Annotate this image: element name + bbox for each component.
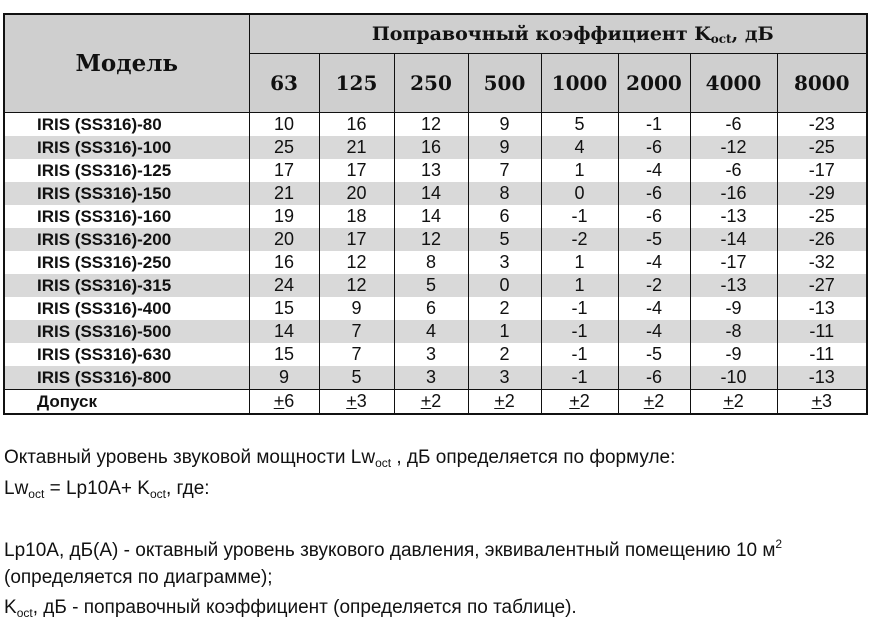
- tolerance-value: 3: [356, 391, 367, 411]
- table-row: [4, 343, 867, 366]
- tolerance-row: [4, 390, 867, 415]
- tolerance-value: 2: [579, 391, 590, 411]
- table-row: [4, 205, 867, 228]
- value-cell: -11: [777, 320, 867, 343]
- value-cell: 1: [541, 274, 618, 297]
- value-cell: -17: [690, 251, 777, 274]
- value-cell: 16: [249, 251, 319, 274]
- frequency-header: 1000: [541, 54, 618, 113]
- note-line-4: (определяется по диаграмме);: [4, 567, 273, 588]
- value-cell: 6: [468, 205, 541, 228]
- value-cell: -6: [618, 205, 690, 228]
- value-cell: 12: [319, 274, 394, 297]
- table-row: [4, 251, 867, 274]
- value-cell: 14: [394, 205, 468, 228]
- value-cell: -27: [777, 274, 867, 297]
- plus-minus-sign: +: [494, 391, 505, 411]
- tolerance-cell: [249, 390, 319, 415]
- tolerance-value: 6: [284, 391, 295, 411]
- frequency-header: 63: [249, 54, 319, 113]
- value-cell: -4: [618, 251, 690, 274]
- value-cell: -8: [690, 320, 777, 343]
- note-text: , дБ определяется по формуле:: [391, 447, 676, 468]
- value-cell: 3: [394, 366, 468, 390]
- value-cell: 25: [249, 136, 319, 159]
- note-line-1: [4, 447, 675, 470]
- value-cell: -9: [690, 297, 777, 320]
- model-name-cell: IRIS (SS316)-100: [4, 136, 249, 159]
- tolerance-value: 3: [822, 391, 833, 411]
- value-cell: -4: [618, 297, 690, 320]
- value-cell: -6: [618, 182, 690, 205]
- value-cell: -25: [777, 205, 867, 228]
- value-cell: -12: [690, 136, 777, 159]
- value-cell: 5: [394, 274, 468, 297]
- value-cell: -1: [541, 297, 618, 320]
- table-title-main: Поправочный коэффициент K: [371, 22, 711, 45]
- tolerance-value: 2: [733, 391, 744, 411]
- value-cell: 1: [468, 320, 541, 343]
- plus-minus-sign: +: [723, 391, 734, 411]
- note-subscript: oct: [28, 487, 45, 501]
- value-cell: -5: [618, 343, 690, 366]
- tolerance-cell: [777, 390, 867, 415]
- value-cell: 8: [468, 182, 541, 205]
- table-row: [4, 113, 867, 137]
- frequency-header: 2000: [618, 54, 690, 113]
- value-cell: -13: [690, 274, 777, 297]
- value-cell: 3: [468, 251, 541, 274]
- plus-minus-sign: +: [811, 391, 823, 411]
- model-name-cell: IRIS (SS316)-160: [4, 205, 249, 228]
- value-cell: 14: [394, 182, 468, 205]
- note-text: , где:: [165, 478, 210, 499]
- value-cell: -2: [618, 274, 690, 297]
- note-line-5: [4, 597, 577, 620]
- plus-minus-sign: +: [569, 391, 580, 411]
- tolerance-value: 2: [654, 391, 665, 411]
- value-cell: -6: [690, 159, 777, 182]
- value-cell: -6: [618, 136, 690, 159]
- value-cell: -5: [618, 228, 690, 251]
- value-cell: -16: [690, 182, 777, 205]
- value-cell: -4: [618, 320, 690, 343]
- frequency-header: 125: [319, 54, 394, 113]
- note-text: K: [4, 597, 17, 618]
- value-cell: 21: [319, 136, 394, 159]
- value-cell: -1: [541, 205, 618, 228]
- plus-minus-sign: +: [420, 391, 432, 411]
- note-text: Lp10A, дБ(А) - октавный уровень звукового давления, эквивалентный помещению 10 м: [4, 540, 776, 561]
- value-cell: -10: [690, 366, 777, 390]
- value-cell: -13: [690, 205, 777, 228]
- table-row: [4, 159, 867, 182]
- value-cell: 6: [394, 297, 468, 320]
- value-cell: 20: [319, 182, 394, 205]
- note-line-3: [4, 537, 782, 562]
- tolerance-cell: [319, 390, 394, 415]
- value-cell: 15: [249, 297, 319, 320]
- value-cell: 8: [394, 251, 468, 274]
- value-cell: 2: [468, 297, 541, 320]
- note-subscript: oct: [375, 456, 392, 470]
- value-cell: 18: [319, 205, 394, 228]
- value-cell: 3: [468, 366, 541, 390]
- value-cell: 3: [394, 343, 468, 366]
- value-cell: 13: [394, 159, 468, 182]
- table-row: [4, 274, 867, 297]
- value-cell: 17: [319, 228, 394, 251]
- model-name-cell: IRIS (SS316)-400: [4, 297, 249, 320]
- value-cell: -32: [777, 251, 867, 274]
- value-cell: 9: [468, 113, 541, 137]
- tolerance-cell: [468, 390, 541, 415]
- table-row: [4, 320, 867, 343]
- value-cell: -6: [690, 113, 777, 137]
- value-cell: -17: [777, 159, 867, 182]
- model-name-cell: IRIS (SS316)-80: [4, 113, 249, 137]
- frequency-header: 4000: [690, 54, 777, 113]
- tolerance-value: 2: [431, 391, 442, 411]
- frequency-header: 8000: [777, 54, 867, 113]
- value-cell: 9: [249, 366, 319, 390]
- value-cell: 21: [249, 182, 319, 205]
- tolerance-label: Допуск: [4, 390, 249, 415]
- value-cell: 19: [249, 205, 319, 228]
- value-cell: -9: [690, 343, 777, 366]
- value-cell: 16: [394, 136, 468, 159]
- value-cell: -1: [541, 320, 618, 343]
- value-cell: -13: [777, 366, 867, 390]
- table-title-sub: oct: [710, 31, 732, 46]
- value-cell: 20: [249, 228, 319, 251]
- value-cell: -2: [541, 228, 618, 251]
- table-body: [4, 113, 867, 415]
- value-cell: 0: [468, 274, 541, 297]
- note-subscript: oct: [149, 487, 166, 501]
- plus-minus-sign: +: [346, 391, 357, 411]
- value-cell: 7: [319, 320, 394, 343]
- note-text: Lw: [4, 478, 29, 499]
- model-name-cell: IRIS (SS316)-315: [4, 274, 249, 297]
- value-cell: -13: [777, 297, 867, 320]
- note-text: , дБ - поправочный коэффициент (определяется по таблице).: [32, 597, 577, 618]
- value-cell: 9: [319, 297, 394, 320]
- value-cell: 14: [249, 320, 319, 343]
- model-name-cell: IRIS (SS316)-150: [4, 182, 249, 205]
- frequency-header: 250: [394, 54, 468, 113]
- value-cell: 4: [541, 136, 618, 159]
- value-cell: 12: [319, 251, 394, 274]
- tolerance-value: 2: [504, 391, 515, 411]
- value-cell: -14: [690, 228, 777, 251]
- note-text: = Lp10A+ K: [44, 478, 150, 499]
- value-cell: -4: [618, 159, 690, 182]
- value-cell: -1: [541, 343, 618, 366]
- model-name-cell: IRIS (SS316)-200: [4, 228, 249, 251]
- table-title-unit: , дБ: [731, 22, 774, 45]
- table-row: [4, 366, 867, 390]
- value-cell: 17: [249, 159, 319, 182]
- value-cell: -1: [541, 366, 618, 390]
- value-cell: 2: [468, 343, 541, 366]
- value-cell: -11: [777, 343, 867, 366]
- value-cell: 7: [468, 159, 541, 182]
- value-cell: 7: [319, 343, 394, 366]
- value-cell: -1: [618, 113, 690, 137]
- model-name-cell: IRIS (SS316)-500: [4, 320, 249, 343]
- value-cell: 1: [541, 251, 618, 274]
- value-cell: 4: [394, 320, 468, 343]
- value-cell: 12: [394, 228, 468, 251]
- tolerance-cell: [690, 390, 777, 415]
- value-cell: -25: [777, 136, 867, 159]
- note-text: Октавный уровень звуковой мощности Lw: [4, 447, 376, 468]
- value-cell: 16: [319, 113, 394, 137]
- model-name-cell: IRIS (SS316)-125: [4, 159, 249, 182]
- value-cell: 1: [541, 159, 618, 182]
- plus-minus-sign: +: [643, 391, 655, 411]
- plus-minus-sign: +: [273, 391, 285, 411]
- table-row: [4, 228, 867, 251]
- model-name-cell: IRIS (SS316)-630: [4, 343, 249, 366]
- table-row: [4, 182, 867, 205]
- value-cell: 5: [541, 113, 618, 137]
- note-formula: [4, 478, 210, 501]
- value-cell: 5: [319, 366, 394, 390]
- model-header: Модель: [4, 14, 249, 113]
- frequency-header: 500: [468, 54, 541, 113]
- value-cell: 5: [468, 228, 541, 251]
- model-name-cell: IRIS (SS316)-250: [4, 251, 249, 274]
- value-cell: -6: [618, 366, 690, 390]
- correction-coefficient-table: [3, 13, 868, 415]
- tolerance-cell: [541, 390, 618, 415]
- value-cell: 9: [468, 136, 541, 159]
- table-row: [4, 136, 867, 159]
- note-subscript: oct: [16, 606, 33, 620]
- value-cell: 10: [249, 113, 319, 137]
- value-cell: -29: [777, 182, 867, 205]
- tolerance-cell: [394, 390, 468, 415]
- tolerance-cell: [618, 390, 690, 415]
- table-row: [4, 297, 867, 320]
- value-cell: 24: [249, 274, 319, 297]
- table-title: [249, 14, 867, 54]
- value-cell: -26: [777, 228, 867, 251]
- value-cell: 15: [249, 343, 319, 366]
- value-cell: 17: [319, 159, 394, 182]
- value-cell: -23: [777, 113, 867, 137]
- model-name-cell: IRIS (SS316)-800: [4, 366, 249, 390]
- value-cell: 0: [541, 182, 618, 205]
- note-superscript: 2: [775, 537, 783, 551]
- value-cell: 12: [394, 113, 468, 137]
